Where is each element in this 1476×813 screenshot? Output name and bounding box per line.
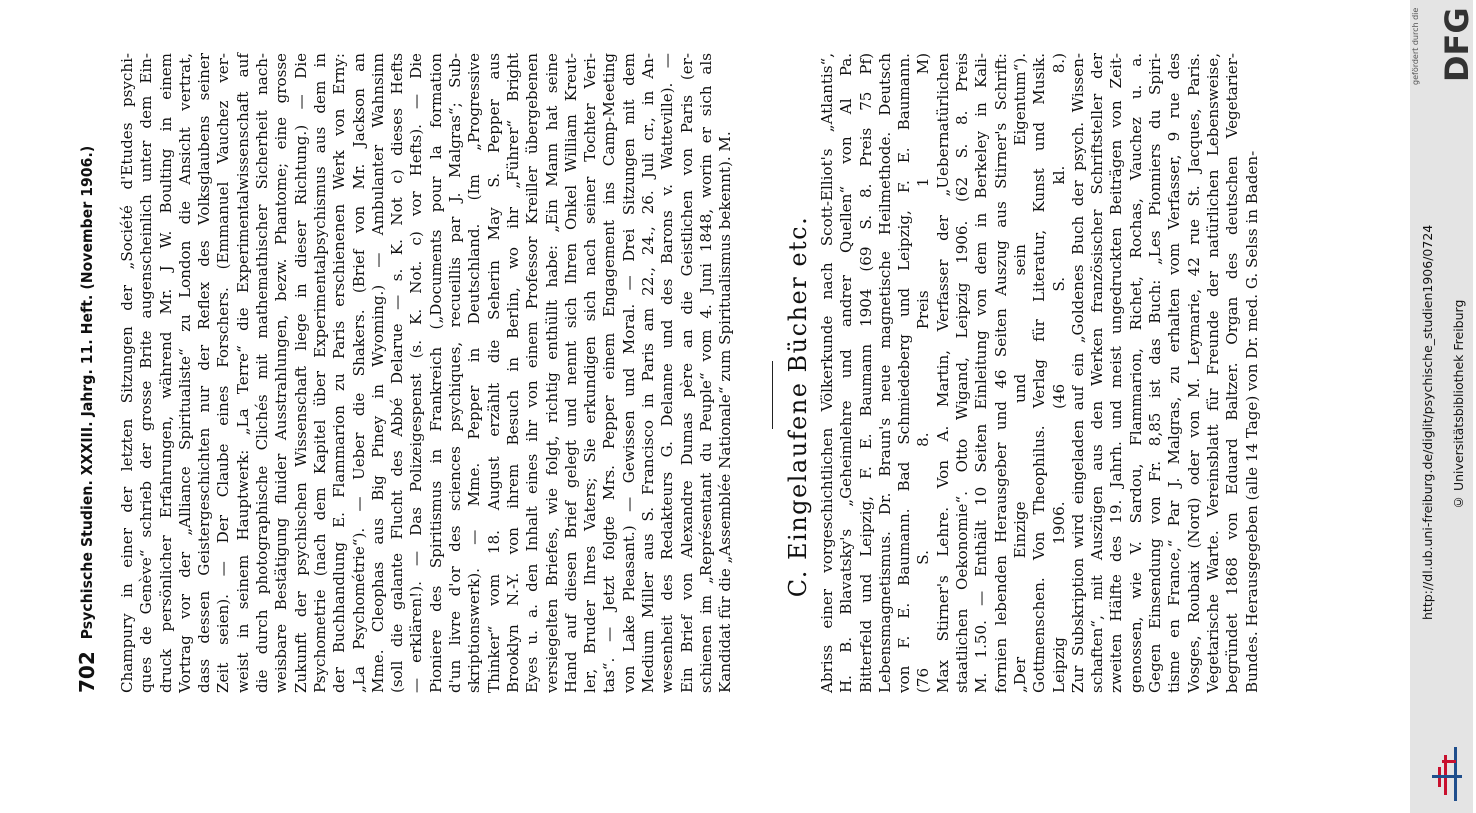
text-line: Champury in einer der letzten Sitzungen der „Société d'Etudes psychi- — [118, 53, 136, 693]
text-line: (soll die galante Flucht des Abbé Delarue — s. K. Not c) dieses Hefts — [388, 53, 407, 693]
book-entry-line: Max Stirner's Lehre. Von A. Martin, Verfasser der „Uebernatürlichen — [933, 53, 952, 693]
text-line: Kandidat für die „Assemblée Nationale“ zum Spiritualismus bekennt). M. — [716, 131, 735, 693]
text-line: Zukunft der psychischen Wissenschaft liege in dieser Richtung.) — Die — [291, 53, 310, 693]
book-entry-line: „Der Einzige und sein Eigentum“). — [1010, 53, 1029, 693]
book-entry-line: Gegen Einsendung von Fr. 8,85 ist das Buch: „Les Pionniers du Spiri- — [1146, 53, 1165, 693]
text-line: schienen im „Représentant du Peuple“ vom 4. Juni 1848, worin er sich als — [696, 53, 715, 693]
book-entry-line: genossen, wie V. Sardou, Flammarion, Richet, Rochas, Vauchez u. a. — [1126, 53, 1145, 693]
text-line: versiegelten Briefes, wie folgt, richtig enthüllt habe: „Ein Mann hat seine — [542, 53, 561, 693]
book-entry-line: tisme en France,“ Par J. Malgras, zu erhalten vom Verfasser, 9 rue des — [1165, 53, 1184, 693]
page-number: 702 — [75, 651, 99, 693]
text-line: Medium Miller aus S. Francisco in Paris am 22., 24., 26. Juli cr., in An- — [639, 53, 658, 693]
text-line: Vortrag vor der „Alliance Spiritualiste“ zu London die Ansicht vertrat, — [175, 53, 194, 693]
book-entry-line: Gottmenschen. Von Theophilus. Verlag für Literatur, Kunst und Musik. — [1030, 53, 1049, 693]
permalink-url[interactable]: http://dl.ub.uni-freiburg.de/diglit/psychische_studien1906/0724 — [1420, 224, 1435, 620]
page-header — [74, 18, 100, 693]
section-divider — [772, 361, 773, 429]
text-line: Ein Brief von Alexandre Dumas père an die Geistlichen von Paris (er- — [677, 53, 696, 693]
text-line: Pioniere des Spiritismus in Frankreich („Documents pour la formation — [426, 53, 445, 693]
book-entry-line: Bundes. Herausgegeben (alle 14 Tage) von Dr. med. G. Selss in Baden- — [1242, 150, 1261, 693]
book-entry-line: Leipzig 1906. (46 S. kl. 8.) — [1049, 53, 1068, 693]
book-entry-line: fornien lebenden Herausgeber und 46 Seiten Auszug aus Stirner's Schrift: — [991, 53, 1010, 693]
notes-paragraph — [118, 53, 736, 693]
text-line: ler, Bruder Ihres Vaters; Sie erkundigen sich nach seiner Tochter Veri- — [581, 53, 600, 693]
book-entry-line: Bitterfeld und Leipzig, F. E. Baumann 1904 (69 S. 8. Preis 75 Pf) — [856, 53, 875, 693]
book-entry-line: begründet 1868 von Eduard Baltzer. Organ des deutschen Vegetarier- — [1223, 53, 1242, 693]
text-line: — erklären!). — Das Polizeigespenst (s. K. Not. c) vor Hefts). — Die — [407, 53, 426, 693]
book-entry-line: Lebensmagnetismus. Dr. Braun's neue magnetische Heilmethode. Deutsch — [875, 53, 894, 693]
copyright-notice: © Universitätsbibliothek Freiburg — [1451, 299, 1466, 510]
text-line: Hand auf diesen Brief gelegt und nennt sich Ihren Onkel William Kreut- — [561, 53, 580, 693]
funding-credit: gefördert durch die — [1411, 7, 1420, 85]
text-line: der Buchhandlung E. Flammarion zu Paris erschienenen Werk von Erny: — [330, 53, 349, 693]
received-books-list — [818, 53, 1262, 693]
text-line: tas“. — Jetzt folgte Mrs. Pepper einem Engagement ins Camp-Meeting — [600, 53, 619, 693]
dfg-logo: DFG — [1438, 7, 1476, 82]
text-line: die durch photographische Clichés mit mathemathischer Sicherheit nach- — [253, 53, 272, 693]
text-line: weist in seinem Hauptwerk: „La Terre“ die Experimentalwissenschaft auf — [233, 53, 252, 693]
book-entry-line: staatlichen Oekonomie“. Otto Wigand, Leipzig 1906. (62 S. 8. Preis — [953, 53, 972, 693]
book-entry-line: zweiten Hälfte des 19. Jahrh. und meist ungedruckten Beiträgen von Zeit- — [1107, 53, 1126, 693]
text-line: druck persönlicher Erfahrungen, während Mr. J W. Boulting in einem — [156, 53, 175, 693]
text-line: „La Psychométrie“). — Ueber die Shakers. (Brief von Mr. Jackson an — [349, 53, 368, 693]
book-entry-line: (76 S. 8. Preis 1 M) — [914, 53, 933, 693]
text-line: von Lake Pleasant.) — Gewissen und Moral. — Drei Sitzungen mit dem — [619, 53, 638, 693]
book-entry-line: schaften“, mit Auszügen aus den Werken französischer Schriftsteller der — [1088, 53, 1107, 693]
text-line: Brooklyn N.-Y. von ihrem Besuch in Berlin, wo ihr „Führer“ Bright — [503, 53, 522, 693]
running-title: Psychische Studien. XXXIII. Jahrg. 11. Heft. (November 1906.) — [78, 145, 96, 640]
book-entry-line: Vosges, Roubaix (Nord) oder von M. Leymarie, 42 rue St. Jacques, Paris. — [1184, 53, 1203, 693]
book-entry-line: Vegetarische Warte. Vereinsblatt für Freunde der natürlichen Lebensweise, — [1203, 53, 1222, 693]
book-entry-line: von F. E. Baumann. Bad Schmiedeberg und Leipzig, F. E. Baumann. — [895, 53, 914, 693]
book-entry-line: Abriss einer vorgeschichtlichen Völkerkunde nach Scott-Elliot's „Atlantis“, — [818, 53, 836, 693]
text-line: Mme. Cleophas aus Big Piney in Wyoming.) — Ambulanter Wahnsinn — [368, 53, 387, 693]
text-line: d'un livre d'or des sciences psychiques, recueillis par J. Malgras“; Sub- — [446, 53, 465, 693]
book-entry-line: Zur Subskription wird eingeladen auf ein „Goldenes Buch der psych. Wissen- — [1068, 53, 1087, 693]
text-line: wesenheit des Redakteurs G. Delanne und des Barons v. Watteville). — — [658, 53, 677, 693]
book-entry-line: M. 1.50. — Enthält 10 Seiten Einleitung von dem in Berkeley in Kali- — [972, 53, 991, 693]
text-line: ques de Genève“ schrieb der grosse Brite augenscheinlich unter dem Ein- — [137, 53, 156, 693]
ub-freiburg-logo-icon — [1428, 745, 1468, 805]
section-heading: C. Eingelaufene Bücher etc. — [784, 215, 812, 598]
book-entry-line: H. B. Blavatsky's „Geheimlehre und andrer Quellen“ von Al Pa. — [837, 53, 856, 693]
text-line: Thinker“ vom 18. August erzählt die Seherin May S. Pepper aus — [484, 53, 503, 693]
text-line: Psychometrie (nach dem Kapitel über Experimentalpsychismus aus dem in — [310, 53, 329, 693]
text-line: skriptionswerk). — Mme. Pepper in Deutschland. (Im „Progressive — [465, 53, 484, 693]
text-line: weisbare Bestätigung fluider Ausstrahlungen, bezw. Phantome; eine grosse — [272, 53, 291, 693]
text-line: dass dessen Geistergeschichten nur der Reflex des Volksglaubens seiner — [195, 53, 214, 693]
text-line: Eyes u. a. den Inhalt eines ihr von einem Professor Kreiller übergebenen — [523, 53, 542, 693]
text-line: Zeit seien). — Der Claube eines Forschers. (Emmanuel Vauchez ver- — [214, 53, 233, 693]
